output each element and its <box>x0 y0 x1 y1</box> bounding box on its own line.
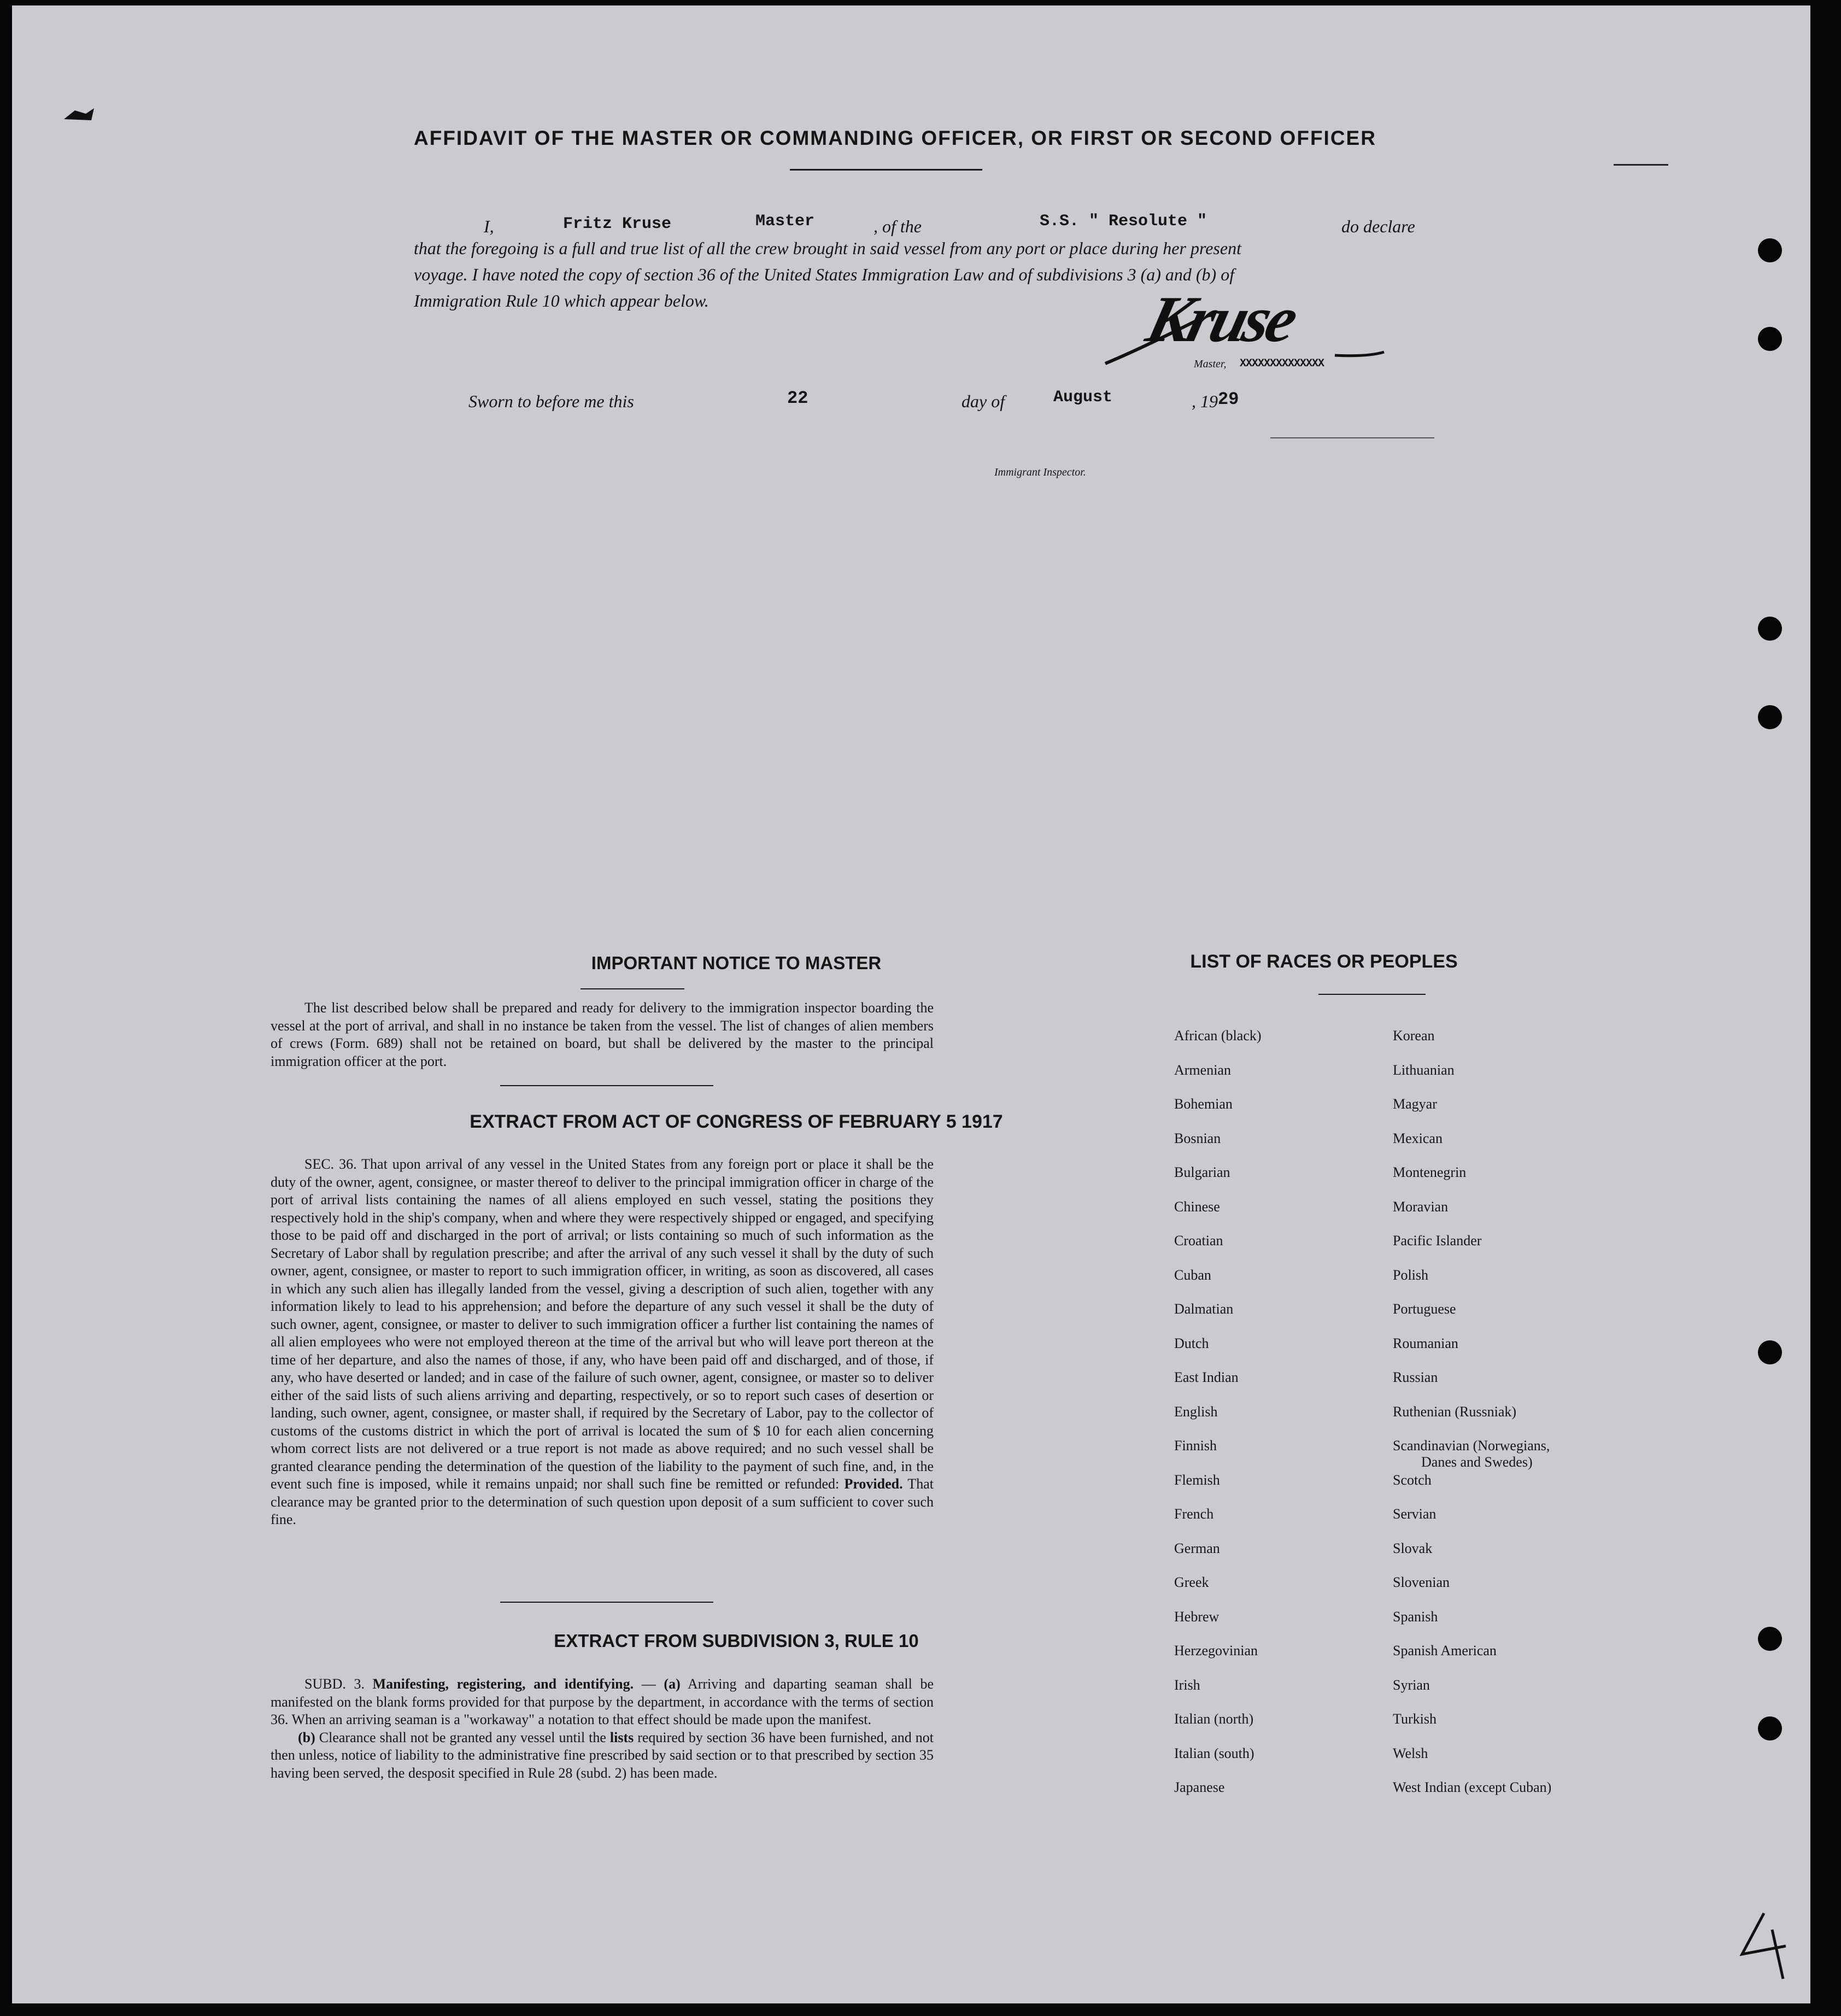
race-item: Dutch <box>1174 1335 1209 1351</box>
act-text-main: SEC. 36. That upon arrival of any vessel in the United States from any foreign port or place it shall be the duty of the owner, agent, consignee, or master thereof to deliver to the principal immigration officer in charge of the port of arrival lists containing the names of all aliens employed en such vessel, stating the positions they respectively hold in the ship's company, when and where they were respectively shipped or engaged, and specifying those to be paid off and discharged in the port of arrival; or lists containing so much of such information as the Secretary of Labor shall by regulation prescribe; and after the arrival of any such vessel it shall by the duty of such owner, agent, consignee, or master to report to such immigration officer, in writing, as soon as discovered, all cases in which any such alien has illegally landed from the vessel, giving a description of such alien, together with any information likely to lead to his apprehension; and before the departure of any such vessel it shall be the duty of such owner, agent, consignee, or master to deliver to such immigration officer a further list containing the names of all alien employees who were not employed thereon at the time of the arrival but who will leave port thereon at the time of her departure, and also the names of those, if any, who have been paid off and discharged, and of those, if any, who have deserted or landed; and in case of the failure of such owner, agent, consignee, or master so to deliver either of the said lists of such aliens arriving and departing, respectively, or so to report such cases of desertion or landing, such owner, agent, consignee, or master shall, if required by the Secretary of Labor, pay to the collector of customs of the customs district in which the port of arrival is located the sum of $ 10 for each alien concerning whom correct lists are not delivered or a true report is not made as above required; and no such vessel shall be granted clearance pending the determination of the question of the liability to the payment of such fine, and, in the event such fine is imposed, while it remains unpaid; nor shall such fine be remitted or refunded: <box>271 1156 934 1492</box>
race-item: Pacific Islander <box>1393 1233 1482 1249</box>
race-item: Italian (north) <box>1174 1711 1254 1727</box>
punch-hole <box>1758 1340 1782 1364</box>
rule-title: EXTRACT FROM SUBDIVISION 3, RULE 10 <box>554 1631 919 1651</box>
race-item: Scandinavian (Norwegians, <box>1393 1438 1550 1454</box>
inspector-caption: Immigrant Inspector. <box>994 466 1086 478</box>
race-item: Spanish <box>1393 1609 1438 1625</box>
subd-b-label: (b) <box>298 1729 315 1745</box>
rule-paragraph-b <box>271 1729 934 1783</box>
punch-hole <box>1758 1627 1782 1651</box>
race-item: Turkish <box>1393 1711 1437 1727</box>
race-item: Welsh <box>1393 1745 1428 1761</box>
punch-hole <box>1758 617 1782 641</box>
year-prefix: , 19 <box>1192 391 1218 411</box>
race-item: English <box>1174 1404 1218 1420</box>
race-item: Ruthenian (Russniak) <box>1393 1404 1517 1420</box>
race-item: Syrian <box>1393 1677 1430 1693</box>
race-item: Russian <box>1393 1369 1438 1385</box>
race-item: Servian <box>1393 1506 1437 1522</box>
race-item: Slovak <box>1393 1540 1433 1556</box>
notice-title: IMPORTANT NOTICE TO MASTER <box>591 953 882 973</box>
race-item-continuation: Danes and Swedes) <box>1421 1454 1533 1470</box>
race-item: Korean <box>1393 1028 1435 1044</box>
race-item: German <box>1174 1540 1220 1556</box>
page-number-mark <box>1734 1908 1799 1984</box>
act-text-end: That clearance may be granted prior to the determination of such question upon deposit of a sum sufficient to cover such fine. <box>271 1476 934 1527</box>
race-item: French <box>1174 1506 1214 1522</box>
race-item: Montenegrin <box>1393 1164 1467 1180</box>
race-item: Bohemian <box>1174 1096 1233 1112</box>
race-item: West Indian (except Cuban) <box>1393 1779 1552 1795</box>
punch-hole <box>1758 1716 1782 1740</box>
race-item: Spanish American <box>1393 1643 1497 1658</box>
races-title: LIST OF RACES OR PEOPLES <box>1190 951 1458 972</box>
affidavit-line: Immigration Rule 10 which appear below. <box>414 291 709 310</box>
punch-hole <box>1758 327 1782 351</box>
notice-paragraph: The list described below shall be prepared and ready for delivery to the immigration inspector boarding the vessel at the port of arrival, and shall in no instance be taken from the vessel. The list of changes of alien members of crews (Form. 689) shall not be retained on board, but shall be delivered by the master to the principal immigration officer at the port. <box>271 1000 934 1069</box>
subd-b-lists: lists <box>609 1729 634 1745</box>
master-caption: Master, <box>1194 358 1227 370</box>
rule-paragraph-a <box>271 1675 934 1729</box>
race-item: Scotch <box>1393 1472 1432 1488</box>
race-item: Herzegovinian <box>1174 1643 1258 1658</box>
subd-b-text-1: Clearance shall not be granted any vessel until the <box>319 1729 606 1745</box>
race-item: Japanese <box>1174 1779 1225 1795</box>
affidavit-line: that the foregoing is a full and true list of all the crew brought in said vessel from any port or place during her present <box>414 238 1241 258</box>
race-item: East Indian <box>1174 1369 1239 1385</box>
subd-a-text: Arriving and daparting seaman shall be manifested on the blank forms provided for that purpose by the department, in accordance with the terms of section 36. When an arriving seaman is a "workaway" a notation to that effect should be made upon the manifest. <box>271 1676 934 1727</box>
vessel-name: S.S. " Resolute " <box>1040 212 1207 231</box>
sworn-day: 22 <box>787 388 808 408</box>
race-item: Hebrew <box>1174 1609 1219 1625</box>
race-item: Mexican <box>1393 1130 1443 1146</box>
act-text <box>271 1156 934 1529</box>
race-item: Magyar <box>1393 1096 1437 1112</box>
divider <box>581 988 684 989</box>
corner-rule <box>1614 164 1668 166</box>
master-name: Fritz Kruse <box>563 215 672 233</box>
affidavit-i-label: I, <box>484 216 494 236</box>
race-item: Lithuanian <box>1393 1062 1455 1078</box>
page-mark <box>61 104 99 126</box>
race-item: Bulgarian <box>1174 1164 1230 1180</box>
race-item: Moravian <box>1393 1199 1449 1215</box>
subd-a-label: (a) <box>664 1676 681 1692</box>
race-item: Dalmatian <box>1174 1301 1234 1317</box>
act-provided: Provided. <box>844 1476 903 1492</box>
race-item: Armenian <box>1174 1062 1231 1078</box>
affidavit-title: AFFIDAVIT OF THE MASTER OR COMMANDING OFFICER, OR FIRST OR SECOND OFFICER <box>414 127 1376 149</box>
punch-hole <box>1758 705 1782 729</box>
document-page <box>12 5 1810 2003</box>
notice-text <box>271 999 934 1070</box>
race-item: Portuguese <box>1393 1301 1456 1317</box>
rule-text <box>271 1675 934 1782</box>
do-declare-label: do declare <box>1341 216 1415 236</box>
divider <box>790 169 982 171</box>
subd-b-text-2: required by section 36 have been furnished, and not then unless, notice of liability to the administrative fine prescribed by said section or to that prescribed by section 35 having been served, the desposit specified in Rule 28 (subd. 2) has been made. <box>271 1729 934 1781</box>
race-item: Chinese <box>1174 1199 1220 1215</box>
sworn-month: August <box>1053 388 1113 407</box>
day-of-label: day of <box>961 391 1005 411</box>
affidavit-line: voyage. I have noted the copy of section 36 of the United States Immigration Law and of subdivisions 3 (a) and (b) of <box>414 265 1235 284</box>
master-rank: Master <box>755 212 815 231</box>
sworn-year: 29 <box>1218 389 1239 409</box>
race-item: Irish <box>1174 1677 1200 1693</box>
act-title: EXTRACT FROM ACT OF CONGRESS OF FEBRUARY 5 1917 <box>470 1111 1003 1132</box>
subd-heading: Manifesting, registering, and identifying. <box>372 1676 634 1692</box>
race-item: Italian (south) <box>1174 1745 1254 1761</box>
race-item: Polish <box>1393 1267 1429 1283</box>
subd-label: SUBD. 3. <box>304 1676 365 1692</box>
race-item: Roumanian <box>1393 1335 1458 1351</box>
punch-hole <box>1758 238 1782 262</box>
signature-line <box>1270 437 1434 438</box>
subd-dash: — <box>634 1676 664 1692</box>
struck-title: XXXXXXXXXXXXXX <box>1240 358 1324 370</box>
race-item: Cuban <box>1174 1267 1211 1283</box>
divider <box>500 1085 713 1086</box>
of-the-label: , of the <box>873 216 922 236</box>
race-item: Flemish <box>1174 1472 1220 1488</box>
race-item: Greek <box>1174 1574 1209 1590</box>
race-item: Bosnian <box>1174 1130 1221 1146</box>
race-item: Finnish <box>1174 1438 1217 1454</box>
race-item: Slovenian <box>1393 1574 1450 1590</box>
signature: Kruse <box>1140 283 1303 355</box>
sworn-label: Sworn to before me this <box>468 391 634 411</box>
divider <box>500 1602 713 1603</box>
race-item: Croatian <box>1174 1233 1223 1249</box>
act-paragraph <box>271 1156 934 1529</box>
race-item: African (black) <box>1174 1028 1262 1044</box>
divider <box>1318 994 1426 995</box>
